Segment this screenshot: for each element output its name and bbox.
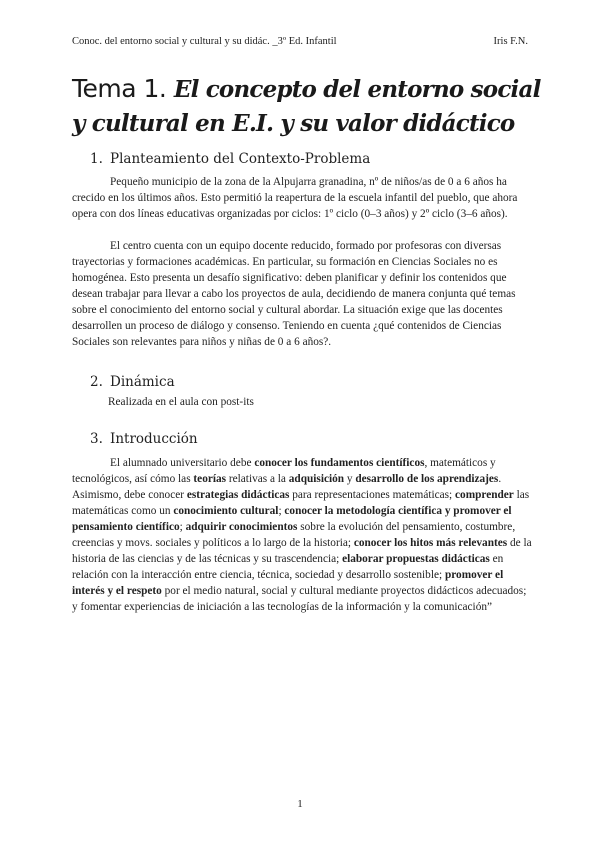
section-number: 3.	[90, 431, 103, 447]
intro-text: . Asimismo, debe conocer	[72, 473, 502, 501]
paragraph-team	[72, 238, 532, 350]
page-number: 1	[297, 798, 303, 810]
section-number: 2.	[90, 374, 103, 390]
intro-bold: elaborar propuestas didácticas	[342, 553, 490, 565]
paragraph-introduction	[72, 455, 532, 615]
intro-bold: estrategias didácticas	[186, 489, 290, 501]
section-number: 1.	[90, 151, 103, 167]
intro-bold: promover el interés y el respeto	[72, 569, 504, 597]
header-author: Iris F.N.	[493, 36, 528, 47]
section-heading-2	[90, 374, 540, 390]
intro-text: sobre la evolución del pensamiento, costumbre, creencias y movs. sociales y políticos a lo largo de la historia;	[72, 521, 516, 549]
section-heading-1	[90, 151, 540, 167]
page-title	[72, 72, 552, 140]
section-heading-3	[90, 431, 540, 447]
section-label: Dinámica	[110, 374, 175, 390]
intro-bold: conocimiento cultural	[173, 505, 279, 517]
title-main: El concepto del entorno social y cultural en E.I. y su valor didáctico	[72, 76, 541, 137]
page-header	[72, 36, 528, 47]
paragraph-text: Pequeño municipio de la zona de la Alpujarra granadina, nº de niños/as de 0 a 6 años ha crecido en los últimos años. Esto permitió la reapertura de la escuela infantil del pueblo, que ahora opera con dos líneas educativas organizadas por ciclos: 1º ciclo (0–3 años) y 2º ciclo (3–6 años).	[72, 176, 518, 220]
intro-text: las matemáticas como un	[72, 489, 530, 517]
intro-bold: adquisición	[288, 473, 345, 485]
intro-text: ;	[179, 521, 186, 533]
intro-bold: desarrollo de los aprendizajes	[355, 473, 499, 485]
intro-text: El alumnado universitario debe	[110, 457, 255, 469]
intro-text: para representaciones matemáticas;	[289, 489, 456, 501]
intro-bold: adquirir conocimientos	[185, 521, 298, 533]
intro-bold: conocer los fundamentos científicos	[254, 457, 425, 469]
intro-text: de la historia de las ciencias y de las técnicas y su trascendencia;	[72, 537, 532, 565]
intro-text: en relación con la interacción entre ciencia, técnica, sociedad y desarrollo sostenible;	[72, 553, 504, 581]
title-prefix: Tema 1.	[72, 74, 167, 103]
section-label: Planteamiento del Contexto-Problema	[110, 151, 371, 167]
intro-bold: conocer la metodología científica y promover el pensamiento científico	[72, 505, 512, 533]
intro-text: y	[344, 473, 356, 485]
intro-bold: comprender	[455, 489, 514, 501]
intro-bold: teorías	[193, 473, 227, 485]
paragraph-context	[72, 174, 532, 222]
intro-text: por el medio natural, social y cultural mediante proyectos didácticos adecuados; y fomentar experiencias de iniciación a las tecnologías de la información y la comunicación”	[72, 585, 527, 613]
paragraph-text: El centro cuenta con un equipo docente reducido, formado por profesoras con diversas trayectorias y formaciones académicas. En particular, su formación en Ciencias Sociales no es homogénea. Esto presenta un desafío significativo: deben planificar y definir los contenidos que desean trabajar para llevar a cabo los proyectos de aula, decidiendo de manera conjunta qué temas sobre el conocimiento del entorno social y cultural abordar. La situación exige que las docentes desarrollen un proceso de diálogo y consenso. Teniendo en cuenta ¿qué contenidos de Ciencias Sociales son relevantes para niños y niñas de 0 a 6 años?.	[72, 240, 516, 348]
section-label: Introducción	[110, 431, 198, 447]
intro-text: relativas a la	[226, 473, 289, 485]
intro-text: , matemáticos y tecnológicos, así cómo las	[72, 457, 496, 485]
header-course: Conoc. del entorno social y cultural y su didác. _3º Ed. Infantil	[72, 36, 337, 47]
intro-bold: conocer los hitos más relevantes	[353, 537, 508, 549]
intro-text: ;	[278, 505, 285, 517]
dinamica-text: Realizada en el aula con post-its	[108, 396, 254, 408]
